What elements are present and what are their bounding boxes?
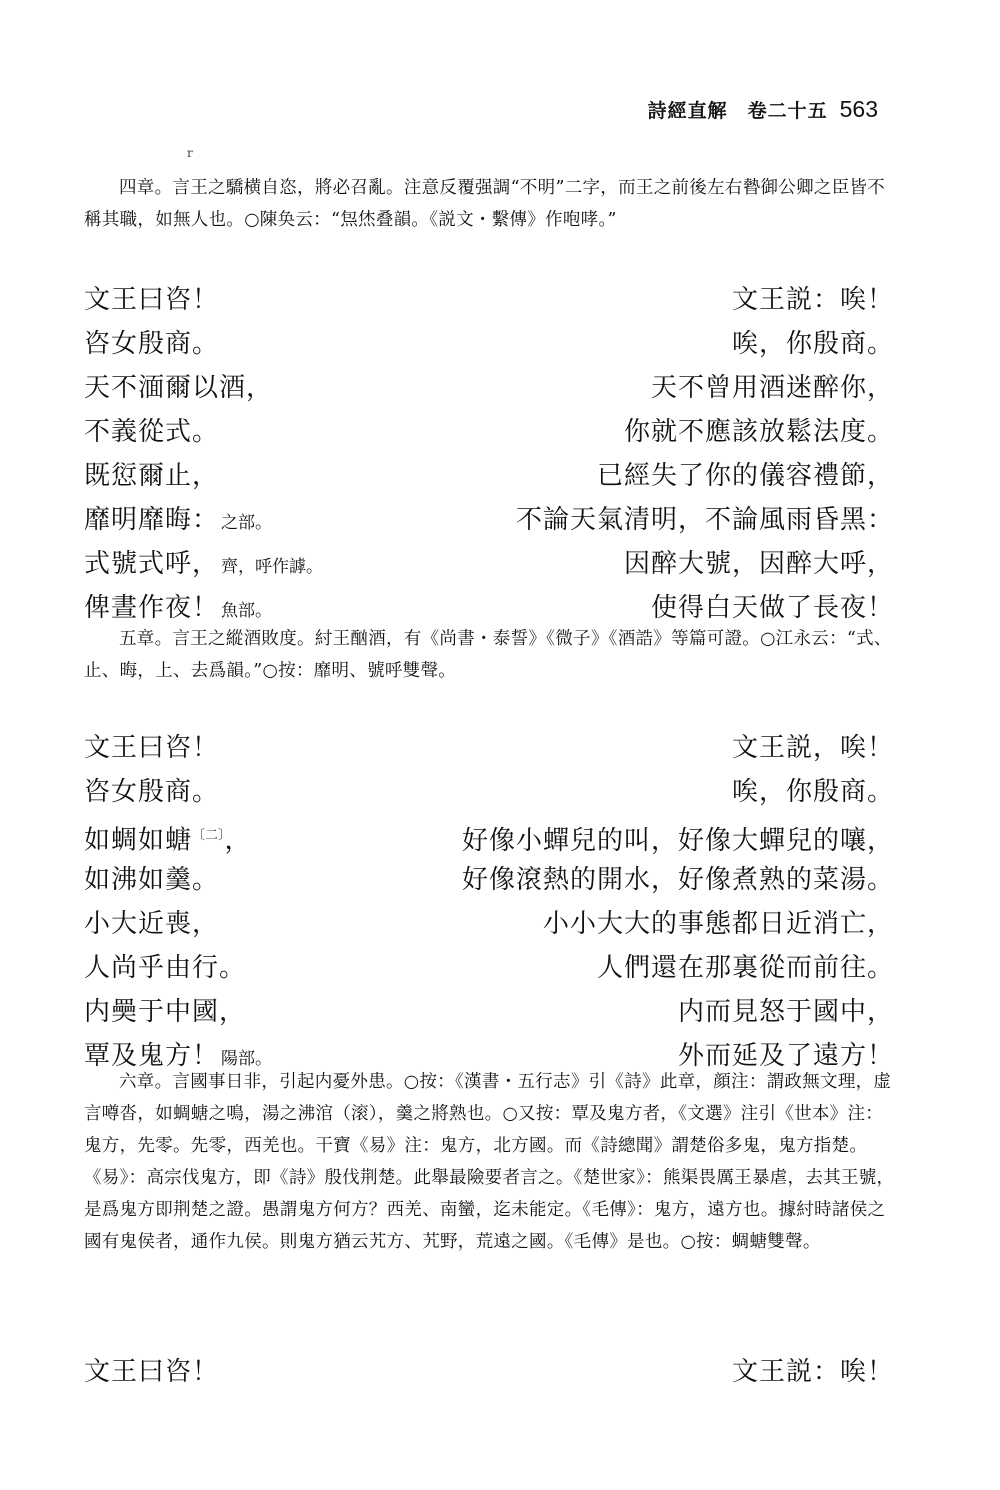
rhyme-note: 之部。 xyxy=(221,513,273,533)
original-line: 咨女殷商。 xyxy=(84,777,220,807)
stanza-7 xyxy=(84,1350,894,1394)
translation-line: 文王説，唉！ xyxy=(731,733,894,763)
stanza-6 xyxy=(84,726,894,1078)
verse-line xyxy=(84,858,894,902)
commentary-chapter-4 xyxy=(84,172,899,236)
translation-line: 内而見怒于國中， xyxy=(677,997,894,1027)
translation-line: 好像滾熱的開水，好像煮熟的菜湯。 xyxy=(461,865,894,895)
commentary-text: 六章。言國事日非，引起内憂外患。○按：《漢書・五行志》引《詩》此章，顔注：謂政無文理，虚言噂沓，如蜩螗之鳴，湯之沸涫（滚），羹之將熟也。○又按：覃及鬼方者，《文選》注引《世本》注：鬼方，先零。先零，西羌也。干寶《易》注：鬼方，北方國。而《詩總聞》謂楚俗多鬼，鬼方指楚。《易》：高宗伐鬼方，即《詩》殷伐荆楚。此舉最險要者言之。《楚世家》：熊渠畏厲王暴虐，去其王號，是爲鬼方即荆楚之證。愚謂鬼方何方？西羌、南蠻，迄未能定。《毛傳》：鬼方，遠方也。據紂時諸侯之國有鬼侯者，通作九侯。則鬼方猶云艽方、艽野，荒遠之國。《毛傳》是也。○按：蜩螗雙聲。 xyxy=(84,1072,895,1252)
verse-line xyxy=(84,990,894,1034)
translation-line: 不論天氣清明，不論風雨昏黑： xyxy=(515,505,894,535)
original-line: 咨女殷商。 xyxy=(84,329,220,359)
original-line: 俾晝作夜！ 魚部。 xyxy=(84,593,273,623)
verse-line xyxy=(84,278,894,322)
running-header xyxy=(648,96,878,123)
translation-line: 你就不應該放鬆法度。 xyxy=(623,417,894,447)
footnote-marker: 〔二〕 xyxy=(192,828,225,843)
verse-line xyxy=(84,1350,894,1394)
translation-line: 小小大大的事態都日近消亡， xyxy=(542,909,894,939)
original-line: 既愆爾止， xyxy=(84,461,220,491)
translation-line: 因醉大號，因醉大呼， xyxy=(623,549,894,579)
commentary-text: 五章。言王之縱酒敗度。紂王酗酒，有《尚書・泰誓》《微子》《酒誥》等篇可證。○江永云：“式、止、晦，上、去爲韻。”○按：靡明、號呼雙聲。 xyxy=(84,629,892,681)
stray-mark: r xyxy=(187,146,193,160)
stanza-5 xyxy=(84,278,894,630)
rhyme-note: 魚部。 xyxy=(221,601,273,621)
verse-line xyxy=(84,814,894,858)
translation-line: 使得白天做了長夜！ xyxy=(650,593,894,623)
original-line: 不義從式。 xyxy=(84,417,220,447)
verse-line xyxy=(84,770,894,814)
verse-line xyxy=(84,726,894,770)
verse-line xyxy=(84,366,894,410)
verse-line xyxy=(84,454,894,498)
translation-line: 好像小蟬兒的叫，好像大蟬兒的嚷， xyxy=(461,825,894,856)
original-line: 小大近喪， xyxy=(84,909,220,939)
translation-line: 唉，你殷商。 xyxy=(731,329,894,359)
translation-line: 外而延及了遠方！ xyxy=(677,1041,894,1071)
page-number: 563 xyxy=(839,96,878,122)
translation-line: 已經失了你的儀容禮節， xyxy=(596,461,894,491)
original-line: 如沸如羹。 xyxy=(84,865,220,895)
translation-line: 文王説：唉！ xyxy=(731,1357,894,1387)
original-line: 文王曰咨！ xyxy=(84,733,220,763)
original-line: 天不湎爾以酒， xyxy=(84,373,274,403)
original-line: 人尚乎由行。 xyxy=(84,953,247,983)
rhyme-note: 齊，呼作謼。 xyxy=(221,557,324,577)
original-line: 靡明靡晦： 之部。 xyxy=(84,505,273,535)
verse-line xyxy=(84,410,894,454)
translation-line: 人們還在那裏從而前往。 xyxy=(596,953,894,983)
translation-line: 文王説：唉！ xyxy=(731,285,894,315)
book-title: 詩經直解 卷二十五 xyxy=(647,100,828,122)
rhyme-note: 陽部。 xyxy=(221,1049,273,1069)
translation-line: 唉，你殷商。 xyxy=(731,777,894,807)
original-line: 如蜩如螗$^{〔二〕}$， xyxy=(84,825,252,856)
original-line: 覃及鬼方！ 陽部。 xyxy=(84,1041,273,1071)
translation-line: 天不曾用酒迷醉你， xyxy=(650,373,894,403)
original-line: 文王曰咨！ xyxy=(84,1357,220,1387)
original-line: 内奰于中國， xyxy=(84,997,247,1027)
commentary-text: 四章。言王之驕横自恣，將必召亂。注意反覆强調“不明”二字，而王之前後左右暬御公卿之臣皆不稱其職，如無人也。○陳奂云：“炰烋叠韻。《説文・繫傳》作咆哮。” xyxy=(84,178,886,230)
verse-line xyxy=(84,498,894,542)
commentary-chapter-5 xyxy=(84,623,899,687)
verse-line xyxy=(84,322,894,366)
commentary-chapter-6 xyxy=(84,1066,899,1258)
verse-line xyxy=(84,946,894,990)
original-line: 文王曰咨！ xyxy=(84,285,220,315)
original-line: 式號式呼， 齊，呼作謼。 xyxy=(84,549,324,579)
verse-line xyxy=(84,542,894,586)
verse-line xyxy=(84,902,894,946)
